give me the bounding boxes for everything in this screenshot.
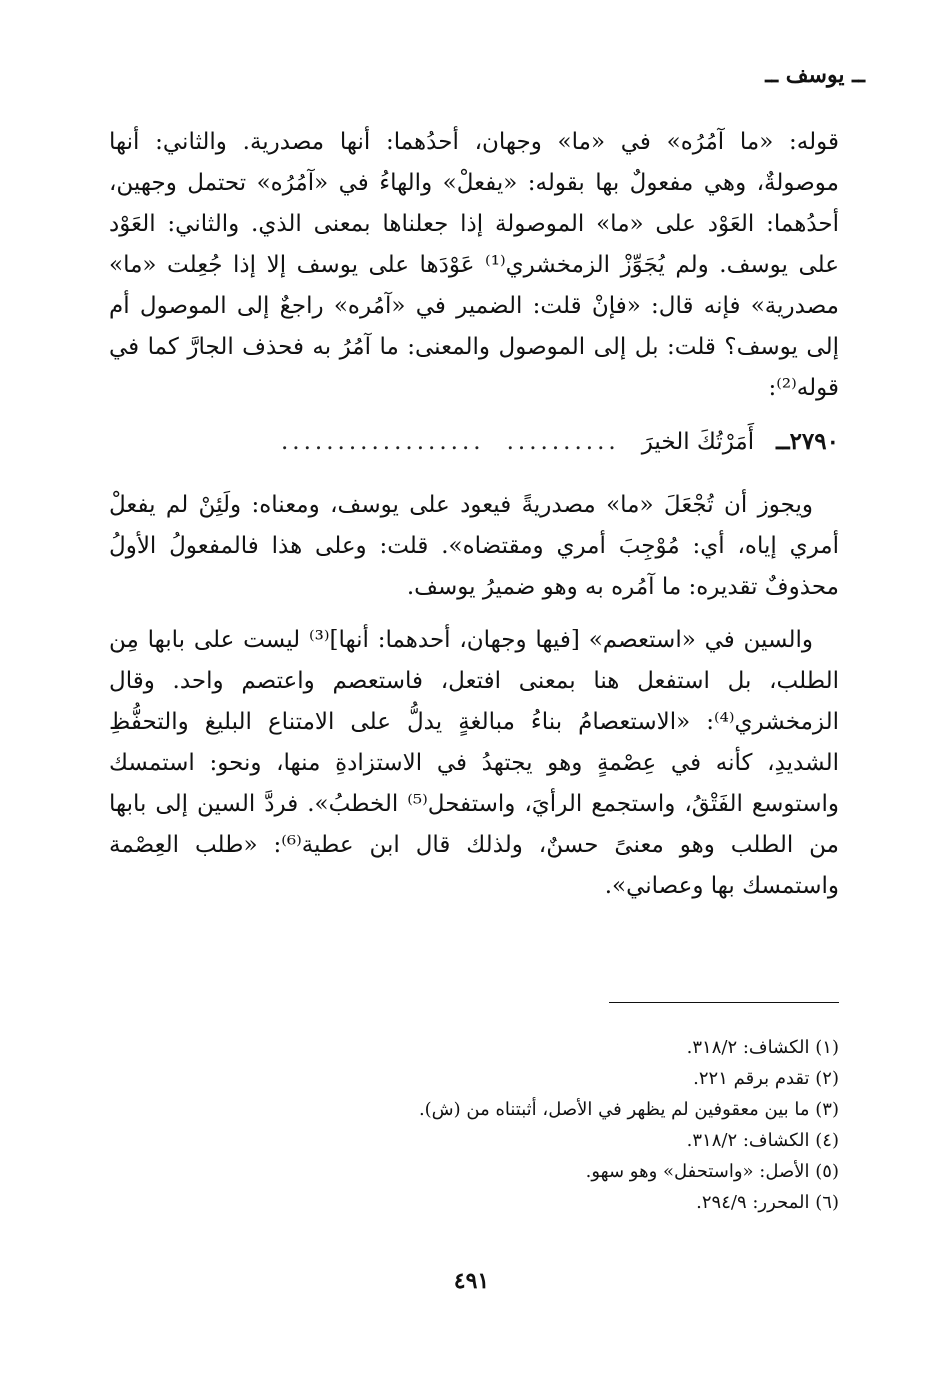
footnote-3: (٣) ما بين معقوفين لم يظهر في الأصل، أثبتناه من (ش). — [418, 1099, 839, 1120]
footnote-6: (٦) المحرر: ٢٩٤/٩. — [696, 1192, 839, 1213]
footnote-4: (٤) الكشاف: ٣١٨/٢. — [686, 1130, 839, 1151]
paragraph-2: ويجوز أن تُجْعَلَ «ما» مصدريةً فيعود على يوسف، ومعناه: ولَئِنْ لم يفعلْ أمري إياه، أي: مُوْجِبَ أمري ومقتضاه». قلت: وعلى هذا فالمفعولُ الأولُ محذوفٌ تقديره: ما آمُره به وهو ضميرُ يوسف. — [109, 492, 839, 600]
footnotes-list — [139, 1032, 839, 1218]
paragraph-1: قوله: «ما آمُرُه» في «ما» وجهان، أحدُهما: أنها مصدرية. والثاني: أنها موصولةٌ، وهي مفعولٌ بها بقوله: «يفعلْ» والهاءُ في «آمُرُه» تحتمل وجهين، أحدُهما: العَوْد على «ما» الموصولة إذا جعلناها بمعنى الذي. والثاني: العَوْد على يوسف. ولم يُجَوِّزْ الزمخشري⁽¹⁾ عَوْدَها على يوسف إلا إذا جُعِلت «ما» مصدرية» فإنه قال: «فإنْ قلت: الضمير في «آمُره» راجعٌ إلى الموصول أم إلى يوسف؟ قلت: بل إلى الموصول والمعنى: ما آمُرُ به فحذف الجارَّ كما في قوله⁽²⁾: — [109, 129, 839, 401]
footnote-divider — [609, 1002, 839, 1003]
main-text — [109, 122, 839, 919]
paragraph-3: والسين في «استعصم» [فيها وجهان، أحدهما: أنها]⁽³⁾ ليست على بابها مِن الطلب، بل استفعل هنا بمعنى افتعل، فاستعصم واعتصم واحد. وقال الزمخشري⁽⁴⁾: «الاستعصامُ بناءُ مبالغةٍ يدلُّ على الامتناع البليغ والتحفُّظِ الشديدِ، كأنه في عِصْمةٍ وهو يجتهدُ في الاستزادةِ منها، ونحو: استمسك واستوسع الفَتْقُ، واستجمع الرأيَ، واستفحل⁽⁵⁾ الخطبُ». فردَّ السين إلى بابها من الطلب وهو معنىً حسنٌ، ولذلك قال ابن عطية⁽⁶⁾: «طلب العِصْمة واستمسك بها وعصاني». — [109, 627, 839, 899]
footnote-2: (٢) تقدم برقم ٢٢١. — [693, 1068, 839, 1089]
verse-ellipsis-2: .................. — [280, 429, 485, 455]
verse-number: ٢٧٩٠ــ — [776, 428, 839, 455]
page-number: ٤٩١ — [453, 1268, 490, 1294]
verse-text: أَمَرْتُكَ الخيرَ — [641, 429, 755, 455]
verse-line — [109, 421, 839, 463]
verse-ellipsis-1: .......... — [506, 429, 620, 455]
footnote-1: (١) الكشاف: ٣١٨/٢. — [686, 1037, 839, 1058]
running-header: ــ يوسف ــ — [765, 62, 865, 88]
footnote-5: (٥) الأصل: «واستحفل» وهو سهو. — [585, 1161, 839, 1182]
